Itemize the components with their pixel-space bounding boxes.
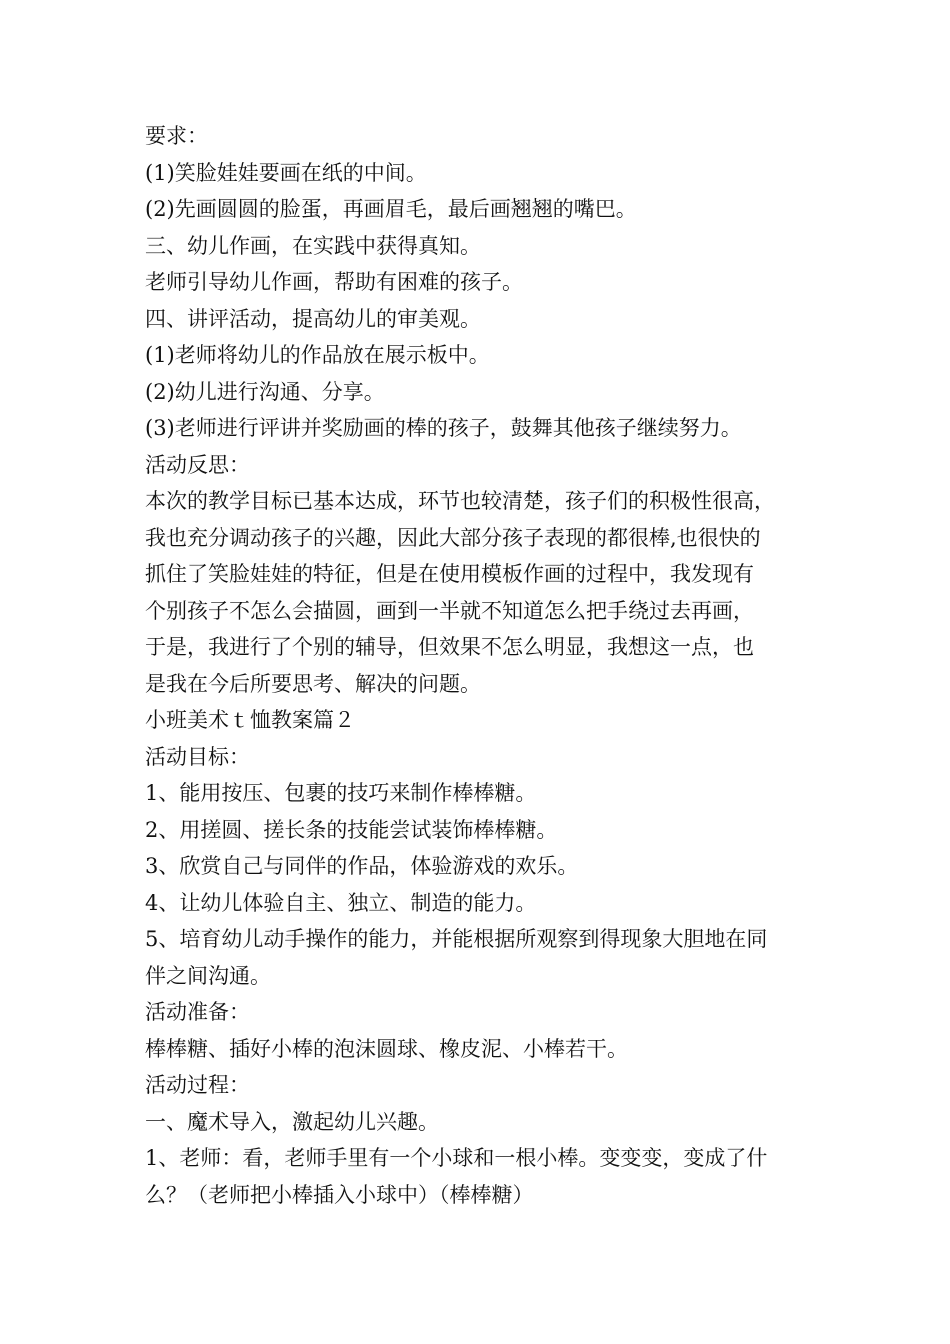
process-item: 1、老师：看，老师手里有一个小球和一根小棒。变变变，变成了什	[145, 1146, 768, 1170]
goals-heading: 活动目标：	[145, 744, 250, 769]
process-heading: 活动过程：	[145, 1073, 250, 1097]
goal-item: 2、用搓圆、搓长条的技能尝试装饰棒棒糖。	[145, 817, 558, 842]
preparation-text: 棒棒糖、插好小棒的泡沫圆球、橡皮泥、小棒若干。	[145, 1036, 628, 1061]
reflection-paragraph-line: 本次的教学目标已基本达成，环节也较清楚，孩子们的积极性很高，	[145, 489, 775, 513]
goal-item-continuation: 伴之间沟通。	[145, 963, 271, 988]
requirement-item: (1)笑脸娃娃要画在纸的中间。	[145, 160, 427, 185]
requirements-heading: 要求：	[145, 124, 208, 148]
goal-item: 4、让幼儿体验自主、独立、制造的能力。	[145, 890, 537, 915]
reflection-paragraph-line: 我也充分调动孩子的兴趣，因此大部分孩子表现的都很棒,也很快的	[145, 525, 761, 550]
document-body	[145, 118, 845, 1213]
process-item-continuation: 么？（老师把小棒插入小球中）（棒棒糖）	[145, 1182, 534, 1207]
list-item: (2)幼儿进行沟通、分享。	[145, 379, 385, 404]
lesson-plan-title: 小班美术ｔ恤教案篇２	[145, 708, 355, 732]
preparation-heading: 活动准备：	[145, 1000, 250, 1024]
paragraph-line: 老师引导幼儿作画，帮助有困难的孩子。	[145, 270, 523, 294]
list-item: (1)老师将幼儿的作品放在展示板中。	[145, 343, 490, 367]
section-heading: 一、魔术导入，激起幼儿兴趣。	[145, 1109, 439, 1134]
requirement-item: (2)先画圆圆的脸蛋，再画眉毛，最后画翘翘的嘴巴。	[145, 197, 637, 221]
goal-item: 3、欣赏自己与同伴的作品，体验游戏的欢乐。	[145, 854, 579, 878]
reflection-paragraph-line: 是我在今后所要思考、解决的问题。	[145, 671, 481, 696]
goal-item: 1、能用按压、包裹的技巧来制作棒棒糖。	[145, 781, 537, 805]
list-item: (3)老师进行评讲并奖励画的棒的孩子，鼓舞其他孩子继续努力。	[145, 416, 742, 440]
goal-item: 5、培育幼儿动手操作的能力，并能根据所观察到得现象大胆地在同	[145, 927, 768, 951]
reflection-paragraph-line: 于是，我进行了个别的辅导，但效果不怎么明显，我想这一点，也	[145, 635, 754, 659]
reflection-paragraph-line: 抓住了笑脸娃娃的特征，但是在使用模板作画的过程中，我发现有	[145, 562, 754, 586]
reflection-paragraph-line: 个别孩子不怎么会描圆，画到一半就不知道怎么把手绕过去再画，	[145, 598, 754, 623]
section-heading: 四、讲评活动，提高幼儿的审美观。	[145, 306, 481, 331]
section-heading: 三、幼儿作画，在实践中获得真知。	[145, 233, 481, 258]
reflection-heading: 活动反思：	[145, 452, 250, 477]
